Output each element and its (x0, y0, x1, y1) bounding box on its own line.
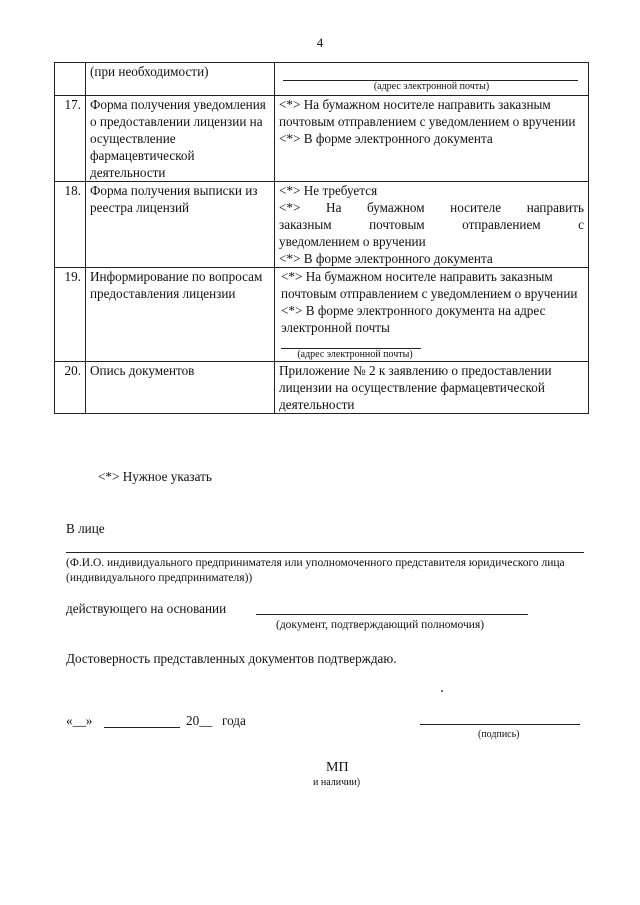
page-number: 4 (316, 35, 324, 50)
basis-underline (256, 614, 528, 615)
row-label: Форма получения выписки из реестра лицензий (86, 182, 275, 268)
attachment-reference: Приложение № 2 к заявлению о предоставлении лицензии на осуществление фармацевтической деятельности (279, 363, 552, 412)
stamp-label: МП (326, 760, 349, 775)
row-options (275, 268, 589, 362)
footnote: <*> Нужное указать (98, 469, 212, 484)
option-paper-line3: уведомлением о вручении (279, 234, 426, 249)
row-options (275, 96, 589, 182)
stamp-caption: и наличии) (313, 777, 361, 788)
date-year-suffix: года (222, 713, 246, 728)
option-paper-line1: <*> На бумажном носителе направить (279, 200, 584, 215)
row-options (275, 182, 589, 268)
fio-caption: (Ф.И.О. индивидуального предпринимателя или уполномоченного представителя юридического лица (индивидуального предпринимателя)) (66, 557, 565, 584)
dot-mark (441, 690, 443, 692)
date-year: 20__ (186, 713, 213, 728)
email-field-cell (275, 63, 589, 96)
table-row (55, 63, 589, 96)
table-row (55, 96, 589, 182)
row-label: Информирование по вопросам предоставления лицензии (86, 268, 275, 362)
row-options (275, 362, 589, 414)
option-electronic: <*> В форме электронного документа (279, 251, 493, 266)
option-paper: <*> На бумажном носителе направить заказным почтовым отправлением с уведомлением о вручении (279, 97, 576, 129)
signature-underline (420, 724, 580, 725)
email-caption: (адрес электронной почты) (373, 81, 490, 92)
basis-label: действующего на основании (66, 601, 227, 616)
in-person-label: В лице (66, 521, 105, 536)
email-caption: (адрес электронной почты) (297, 349, 413, 360)
option-paper-line2: заказным почтовым отправлением с (279, 217, 584, 232)
table-row (55, 362, 589, 414)
table-row (55, 268, 589, 362)
row-number: 20. (55, 362, 86, 414)
row-number: 19. (55, 268, 86, 362)
option-not-required: <*> Не требуется (279, 183, 378, 198)
email-underline (283, 73, 578, 81)
date-month-underline (104, 727, 180, 728)
row-label: (при необходимости) (86, 63, 275, 96)
date-day: «__» (66, 713, 93, 728)
signature-caption: (подпись) (478, 729, 520, 740)
fio-underline (66, 552, 584, 553)
option-electronic: <*> В форме электронного документа (279, 131, 493, 146)
license-form-table (54, 62, 589, 414)
row-number: 17. (55, 96, 86, 182)
confirmation-text: Достоверность представленных документов подтверждаю. (66, 651, 397, 666)
row-number: 18. (55, 182, 86, 268)
option-paper: <*> На бумажном носителе направить заказным почтовым отправлением с уведомлением о вручении (281, 269, 578, 301)
table-row (55, 182, 589, 268)
option-electronic-email: <*> В форме электронного документа на адрес электронной почты (281, 303, 546, 335)
row-label: Опись документов (86, 362, 275, 414)
basis-caption: (документ, подтверждающий полномочия) (276, 619, 485, 631)
row-label: Форма получения уведомления о предоставлении лицензии на осуществление фармацевтической деятельности (86, 96, 275, 182)
